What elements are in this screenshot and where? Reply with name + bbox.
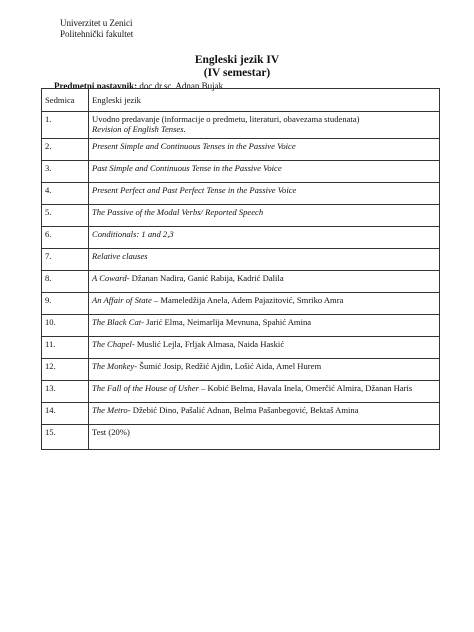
row-number: 6. [42,227,89,249]
row-number: 14. [42,403,89,425]
row-topic-rest: - Muslić Lejla, Frljak Almasa, Naida Haskić [131,339,285,349]
row-topic-title: An Affair of State [92,295,152,305]
table-row [42,227,440,249]
row-topic [89,139,440,161]
row-topic [89,315,440,337]
row-topic [89,271,440,293]
row-topic-rest: - Jarić Elma, Neimarlija Mevnuna, Spahić Amina [141,317,312,327]
row-topic-rest: - Džebić Dino, Pašalić Adnan, Belma Pašanbegović, Bektaš Amina [127,405,359,415]
row-number: 9. [42,293,89,315]
row-number: 4. [42,183,89,205]
table-row [42,139,440,161]
row-number: 13. [42,381,89,403]
row-topic [89,249,440,271]
row-topic-title: The Monkey [92,361,135,371]
row-topic-title: Relative clauses [92,251,148,261]
row-number: 7. [42,249,89,271]
teacher-name: doc.dr.sc. Adnan Bujak [137,81,224,91]
row-topic-rest: - Šumić Josip, Redžić Ajdin, Lošić Aida, Amel Hurem [134,361,322,371]
course-title: Engleski jezik IV [194,54,280,66]
row-topic [89,425,440,450]
table-row [42,425,440,450]
teacher-label: Predmetni nastavnik: [54,81,138,91]
row-number: 12. [42,359,89,381]
table-row [42,381,440,403]
row-topic [89,359,440,381]
table-row [42,205,440,227]
row-topic [89,205,440,227]
table-row [42,293,440,315]
table-row [42,161,440,183]
table-row [42,183,440,205]
row-topic [89,337,440,359]
row-number: 10. [42,315,89,337]
row-number: 1. [42,112,89,139]
row-topic-title: Present Perfect and Past Perfect Tense in the Passive Voice [92,185,297,195]
row-topic [89,227,440,249]
schedule-table [41,88,440,450]
table-row [42,112,440,139]
row-topic-rest: – Kobić Belma, Havala Inela, Omerčić Almira, Džanan Haris [198,383,413,393]
faculty-name: Politehnički fakultet [60,29,134,39]
header-english: Engleski jezik [89,89,440,112]
row-topic-subtext: Revision of English Tenses. [92,124,186,134]
header-week: Sedmica [42,89,89,112]
row-topic-title: The Metro [92,405,128,415]
row-topic-text: Uvodno predavanje (informacije o predmetu, literaturi, obavezama studenata) [92,114,360,124]
row-number: 2. [42,139,89,161]
row-number: 8. [42,271,89,293]
row-number: 15. [42,425,89,450]
row-topic [89,403,440,425]
row-number: 3. [42,161,89,183]
row-topic [89,381,440,403]
row-topic [89,112,440,139]
row-topic-rest: - Džanan Nadira, Ganić Rabija, Kadrić Dalila [126,273,284,283]
table-row [42,403,440,425]
row-topic-title: Present Simple and Continuous Tenses in the Passive Voice [92,141,296,151]
table-header-row [42,89,440,112]
row-number: 11. [42,337,89,359]
institution-name: Univerzitet u Zenici [60,18,133,28]
course-semester: (IV semestar) [203,67,271,79]
table-row [42,337,440,359]
row-topic-text: Test (20%) [92,427,130,437]
row-topic-title: Past Simple and Continuous Tense in the Passive Voice [92,163,282,173]
row-topic-title: A Coward [92,273,127,283]
row-topic [89,161,440,183]
table-row [42,359,440,381]
row-topic [89,293,440,315]
row-topic-title: The Fall of the House of Usher [92,383,199,393]
row-topic [89,183,440,205]
row-topic-title: The Black Cat [92,317,142,327]
row-topic-title: The Chapel [92,339,132,349]
row-topic-rest: – Mameledžija Anela, Adem Pajazitović, Smriko Amra [151,295,344,305]
row-topic-title: Conditionals: 1 and 2,3 [92,229,174,239]
row-number: 5. [42,205,89,227]
table-row [42,249,440,271]
table-row [42,315,440,337]
table-row [42,271,440,293]
row-topic-title: The Passive of the Modal Verbs/ Reported Speech [92,207,264,217]
